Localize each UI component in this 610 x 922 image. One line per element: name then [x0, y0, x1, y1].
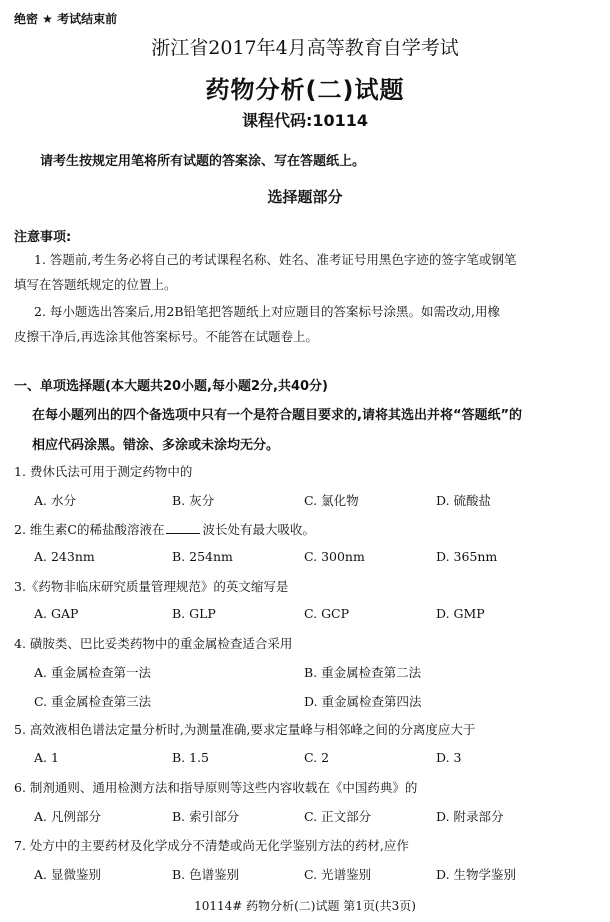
exam-title: 浙江省2017年4月高等教育自学考试	[151, 37, 459, 59]
question-1-option-d: D. 硫酸盐	[436, 493, 492, 508]
part1-desc-line-2: 相应代码涂黑。错涂、多涂或未涂均无分。	[32, 438, 280, 453]
question-7-option-b: B. 色谱鉴别	[172, 867, 240, 882]
question-6-option-a: A. 凡例部分	[34, 809, 101, 824]
answer-blank	[166, 521, 200, 534]
question-5-stem: 5. 高效液相色谱法定量分析时,为测量准确,要求定量峰与相邻峰之间的分离度应大于	[14, 722, 476, 737]
note-1-line-2: 填写在答题纸规定的位置上。	[14, 277, 177, 292]
question-5-option-a: A. 1	[34, 750, 59, 765]
question-3-option-b: B. GLP	[172, 606, 216, 621]
question-2-option-a: A. 243nm	[34, 549, 95, 564]
question-4-option-a: A. 重金属检查第一法	[34, 665, 151, 680]
course-code: 课程代码:10114	[241, 111, 369, 130]
question-7-option-d: D. 生物学鉴别	[436, 867, 517, 882]
question-2-option-b: B. 254nm	[172, 549, 233, 564]
question-3-stem: 3.《药物非临床研究质量管理规范》的英文缩写是	[14, 579, 289, 594]
question-1-option-a: A. 水分	[34, 493, 76, 508]
question-2-option-d: D. 365nm	[436, 549, 498, 564]
question-1-option-c: C. 氯化物	[304, 493, 359, 508]
question-7-option-a: A. 显微鉴别	[34, 867, 101, 882]
part1-desc-line-1: 在每小题列出的四个备选项中只有一个是符合题目要求的,请将其选出并将“答题纸”的	[32, 408, 523, 423]
question-5-option-c: C. 2	[304, 750, 330, 765]
question-2-stem	[14, 520, 315, 538]
question-2-option-c: C. 300nm	[304, 549, 365, 564]
question-4-option-c: C. 重金属检查第三法	[34, 694, 152, 709]
question-1-stem: 1. 费休氏法可用于测定药物中的	[14, 464, 193, 479]
question-4-stem: 4. 磺胺类、巴比妥类药物中的重金属检查适合采用	[14, 636, 293, 651]
question-4-option-d: D. 重金属检查第四法	[304, 694, 422, 709]
section-title: 选择题部分	[267, 188, 343, 206]
question-2-stem-start: 2. 维生素C的稀盐酸溶液在	[14, 522, 165, 537]
paper-title: 药物分析(二)试题	[205, 76, 405, 104]
answer-instruction: 请考生按规定用笔将所有试题的答案涂、写在答题纸上。	[40, 154, 366, 169]
question-2-stem-end: 波长处有最大吸收。	[202, 522, 315, 537]
notes-title: 注意事项:	[14, 230, 72, 245]
question-6-option-d: D. 附录部分	[436, 809, 504, 824]
note-2-line-2: 皮擦干净后,再选涂其他答案标号。不能答在试题卷上。	[14, 329, 318, 344]
question-3-option-a: A. GAP	[34, 606, 79, 621]
question-6-stem: 6. 制剂通则、通用检测方法和指导原则等这些内容收载在《中国药典》的	[14, 780, 418, 795]
question-3-option-d: D. GMP	[436, 606, 485, 621]
question-6-option-b: B. 索引部分	[172, 809, 240, 824]
question-6-option-c: C. 正文部分	[304, 809, 372, 824]
note-1-line-1: 1. 答题前,考生务必将自己的考试课程名称、姓名、准考证号用黑色字迹的签字笔或钢笔	[34, 252, 517, 267]
question-1-option-b: B. 灰分	[172, 493, 215, 508]
question-5-option-b: B. 1.5	[172, 750, 210, 765]
secrecy-label: 绝密 ★ 考试结束前	[14, 12, 118, 26]
question-4-option-b: B. 重金属检查第二法	[304, 665, 422, 680]
question-7-option-c: C. 光谱鉴别	[304, 867, 372, 882]
question-7-stem: 7. 处方中的主要药材及化学成分不清楚或尚无化学鉴别方法的药材,应作	[14, 838, 409, 853]
note-2-line-1: 2. 每小题选出答案后,用2B铅笔把答题纸上对应题目的答案标号涂黑。如需改动,用橡	[34, 304, 500, 319]
question-3-option-c: C. GCP	[304, 606, 350, 621]
page-footer: 10114# 药物分析(二)试题 第1页(共3页)	[194, 899, 416, 913]
part1-heading: 一、单项选择题(本大题共20小题,每小题2分,共40分)	[14, 379, 328, 394]
question-5-option-d: D. 3	[436, 750, 462, 765]
